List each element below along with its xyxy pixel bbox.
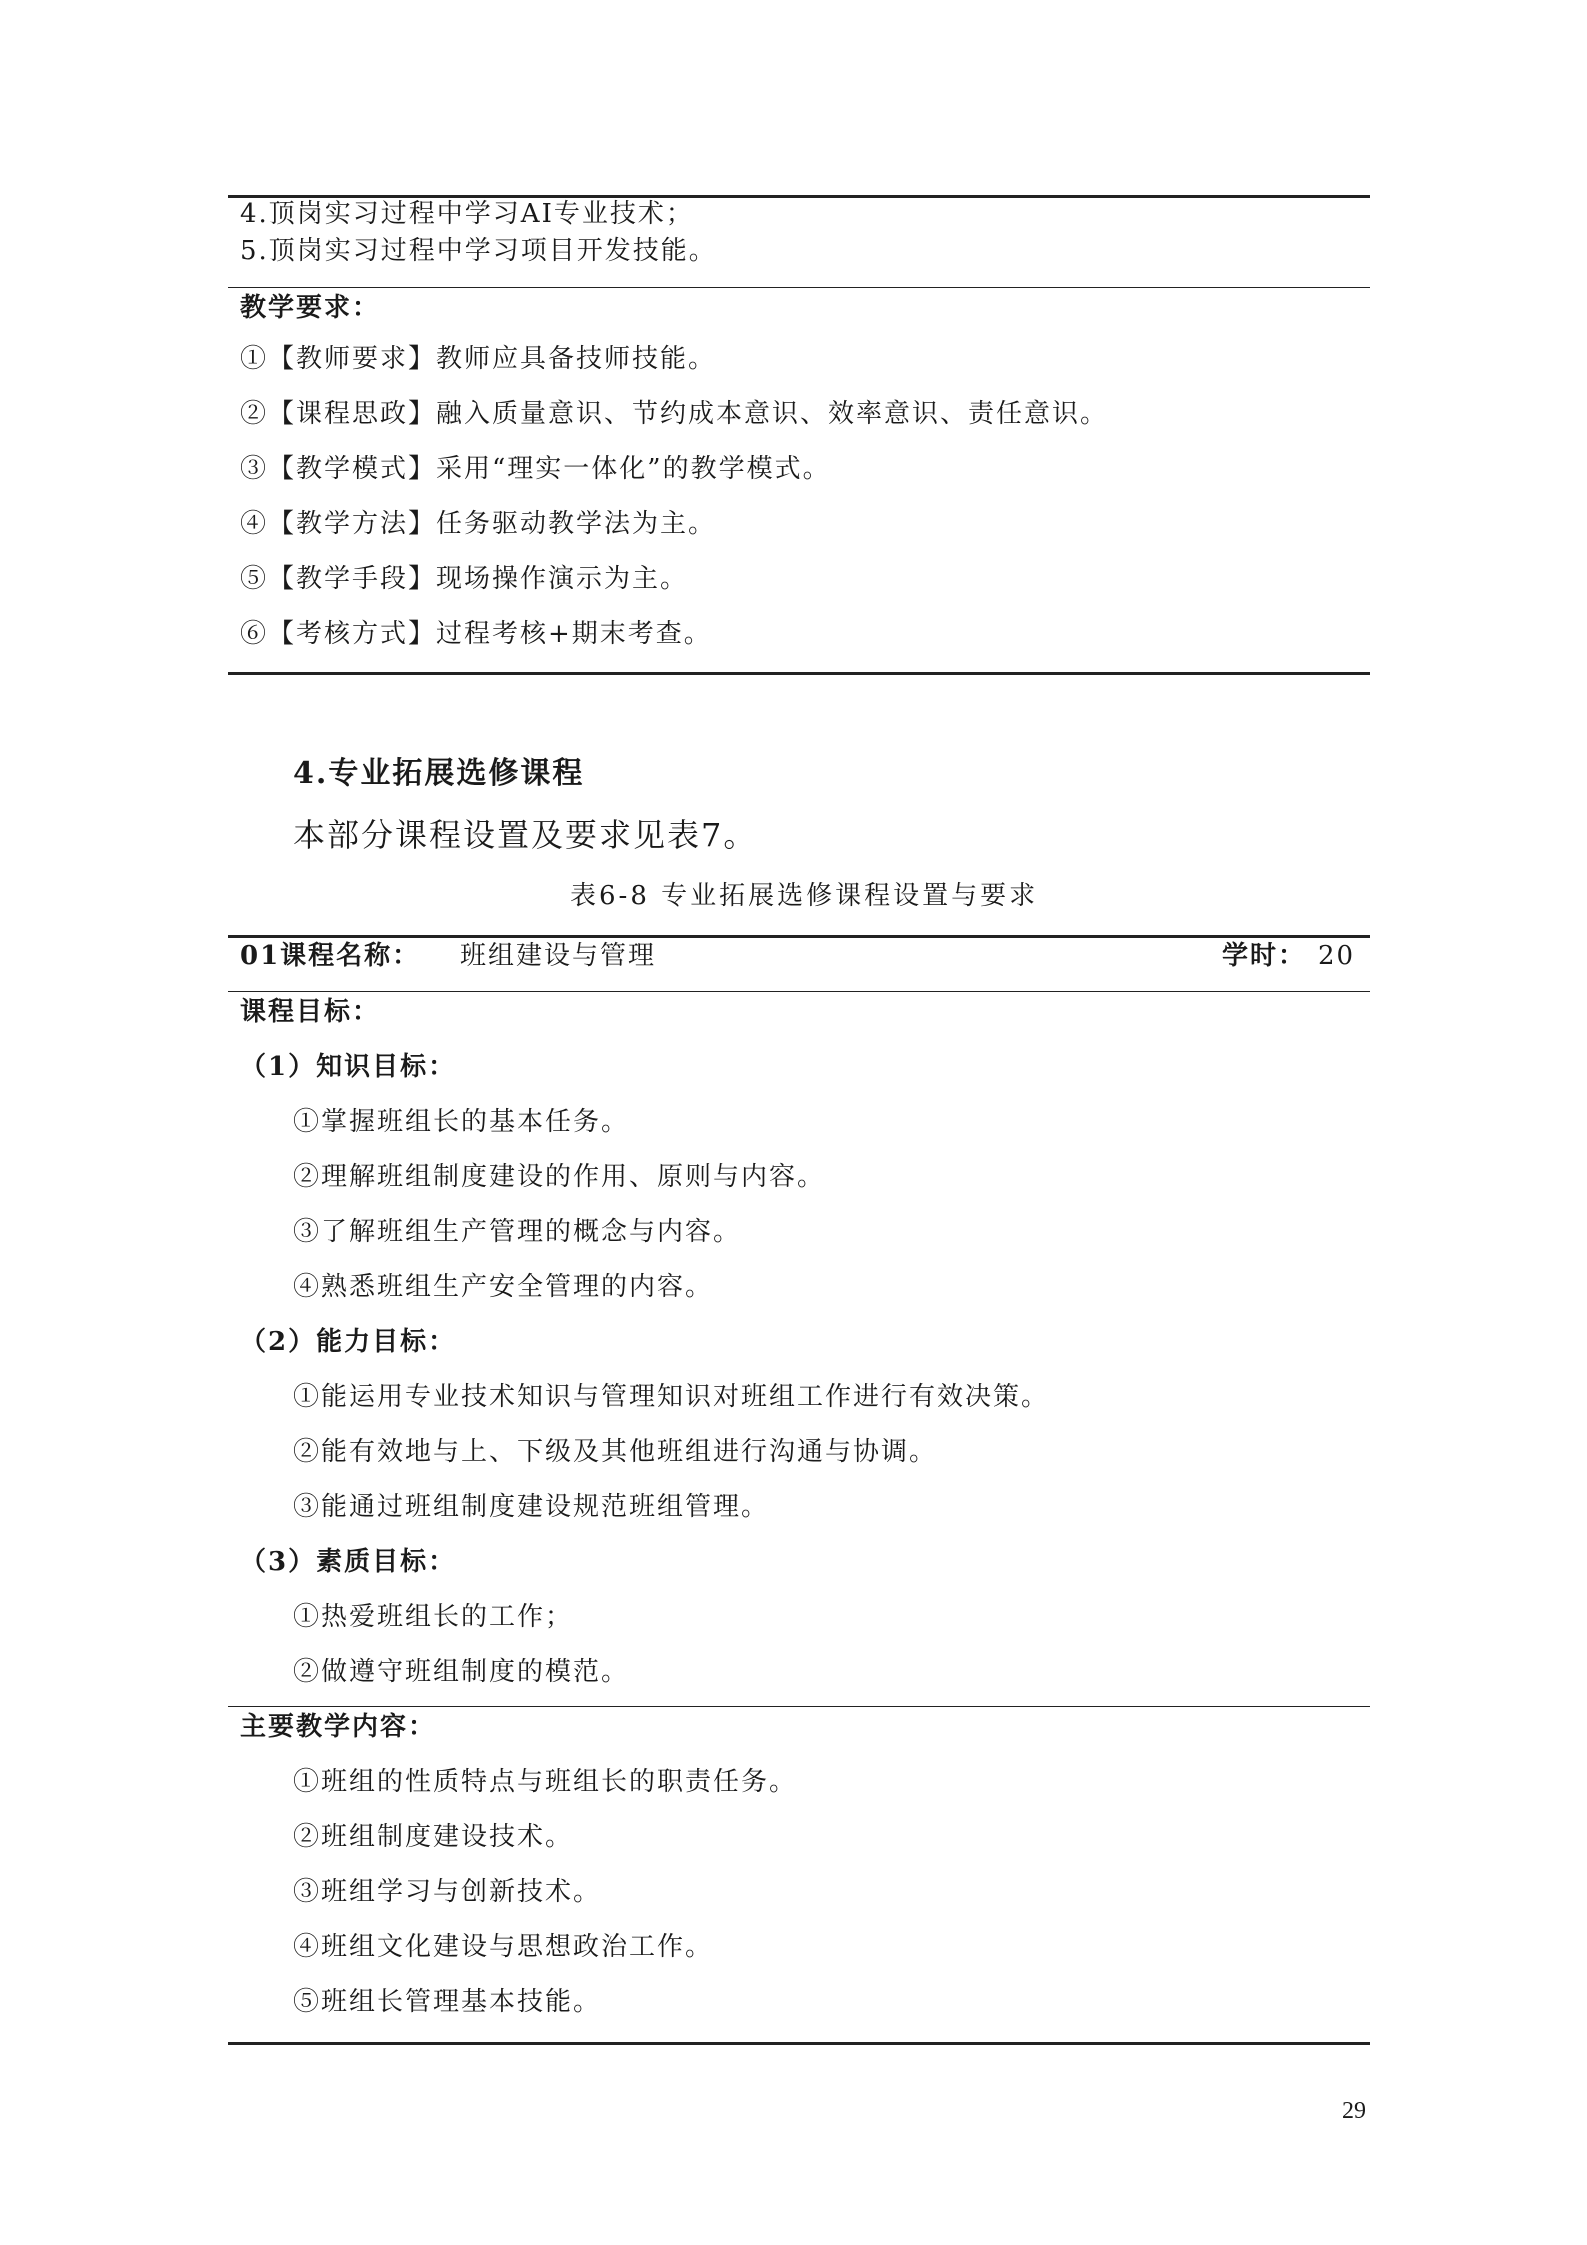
requirement-item: ②【课程思政】融入质量意识、节约成本意识、效率意识、责任意识。	[240, 399, 1109, 429]
course-table-bottom-border	[228, 2042, 1370, 2045]
ability-label: （2）能力目标：	[240, 1327, 457, 1357]
requirements-label: 教学要求：	[240, 293, 381, 323]
goals-label: 课程目标：	[240, 997, 381, 1027]
knowledge-item: ④熟悉班组生产安全管理的内容。	[293, 1272, 714, 1302]
table-divider	[228, 287, 1370, 288]
ability-item: ②能有效地与上、下级及其他班组进行沟通与协调。	[293, 1437, 938, 1467]
course-name-label: 01课程名称：	[240, 941, 421, 971]
ability-item: ①能运用专业技术知识与管理知识对班组工作进行有效决策。	[293, 1382, 1050, 1412]
requirement-item: ④【教学方法】任务驱动教学法为主。	[240, 509, 717, 539]
ability-item: ③能通过班组制度建设规范班组管理。	[293, 1492, 770, 1522]
content-item: ⑤班组长管理基本技能。	[293, 1987, 602, 2017]
requirement-item: ⑤【教学手段】现场操作演示为主。	[240, 564, 689, 594]
page-number: 29	[1342, 2098, 1366, 2124]
content-item: ①班组的性质特点与班组长的职责任务。	[293, 1767, 798, 1797]
knowledge-item: ①掌握班组长的基本任务。	[293, 1107, 630, 1137]
hours-label: 学时：	[1222, 941, 1307, 971]
knowledge-item: ②理解班组制度建设的作用、原则与内容。	[293, 1162, 826, 1192]
table-caption: 表6-8 专业拓展选修课程设置与要求	[570, 881, 1039, 911]
table-divider	[228, 991, 1370, 992]
quality-item: ②做遵守班组制度的模范。	[293, 1657, 630, 1687]
section-heading: 4.专业拓展选修课程	[293, 756, 585, 791]
course-table-top-border	[228, 935, 1370, 938]
section-paragraph: 本部分课程设置及要求见表7。	[293, 816, 758, 854]
table-row: 5.顶岗实习过程中学习项目开发技能。	[240, 236, 717, 266]
table-bottom-border	[228, 672, 1370, 675]
quality-item: ①热爱班组长的工作；	[293, 1602, 574, 1632]
content-item: ③班组学习与创新技术。	[293, 1877, 602, 1907]
requirement-item: ①【教师要求】教师应具备技师技能。	[240, 344, 717, 374]
requirement-item: ⑥【考核方式】过程考核+期末考查。	[240, 619, 712, 649]
table-top-border	[228, 195, 1370, 198]
content-item: ②班组制度建设技术。	[293, 1822, 574, 1852]
knowledge-item: ③了解班组生产管理的概念与内容。	[293, 1217, 742, 1247]
requirement-item: ③【教学模式】采用“理实一体化”的教学模式。	[240, 454, 831, 484]
table-row: 4.顶岗实习过程中学习AI专业技术；	[240, 199, 694, 229]
content-item: ④班组文化建设与思想政治工作。	[293, 1932, 714, 1962]
content-label: 主要教学内容：	[240, 1712, 437, 1742]
knowledge-label: （1）知识目标：	[240, 1052, 457, 1082]
table-divider	[228, 1706, 1370, 1707]
course-name: 班组建设与管理	[460, 941, 657, 971]
hours-value: 20	[1318, 941, 1356, 971]
quality-label: （3）素质目标：	[240, 1547, 457, 1577]
